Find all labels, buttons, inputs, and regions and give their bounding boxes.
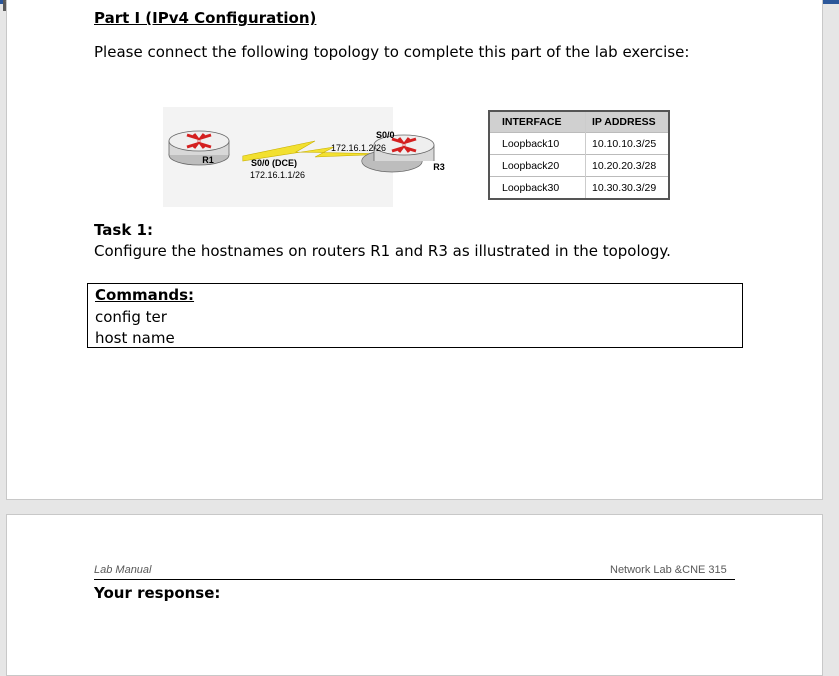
column-header-interface: INTERFACE — [489, 111, 586, 133]
router-r3-label: R3 — [433, 162, 445, 172]
cell-interface: Loopback10 — [489, 133, 586, 155]
cell-interface: Loopback20 — [489, 155, 586, 177]
commands-box[interactable] — [87, 283, 743, 348]
footer-divider — [94, 579, 735, 580]
cell-interface: Loopback30 — [489, 177, 586, 200]
task-description: Configure the hostnames on routers R1 and R3 as illustrated in the topology. — [94, 242, 671, 260]
router-r1-icon — [169, 131, 229, 165]
intro-paragraph: Please connect the following topology to complete this part of the lab exercise: — [94, 43, 690, 61]
router-r1-label: R1 — [202, 155, 214, 165]
footer-right-text: Network Lab &CNE 315 — [610, 564, 727, 576]
cell-ip: 10.10.10.3/25 — [586, 133, 670, 155]
footer-left-text: Lab Manual — [94, 564, 152, 576]
r3-interface-label: S0/0 — [376, 130, 395, 140]
table-row — [489, 133, 669, 155]
r1-interface-label: S0/0 (DCE) — [251, 158, 298, 168]
cell-ip: 10.30.30.3/29 — [586, 177, 670, 200]
task-title: Task 1: — [94, 221, 153, 239]
commands-title: Commands: — [95, 286, 195, 304]
section-heading: Part I (IPv4 Configuration) — [94, 9, 317, 27]
ip-address-table — [488, 110, 670, 200]
response-label: Your response: — [94, 584, 221, 602]
table-row — [489, 155, 669, 177]
table-row — [489, 177, 669, 200]
document-page-2[interactable] — [6, 514, 823, 676]
column-header-ip: IP ADDRESS — [586, 111, 670, 133]
table-header-row — [489, 111, 669, 133]
cell-ip: 10.20.20.3/28 — [586, 155, 670, 177]
topology-diagram — [163, 107, 445, 207]
r1-ip-label: 172.16.1.1/26 — [250, 170, 306, 180]
command-line: host name — [95, 329, 175, 347]
r3-ip-label: 172.16.1.2/26 — [331, 143, 387, 153]
document-page-1[interactable] — [6, 0, 823, 500]
command-line: config ter — [95, 308, 167, 326]
